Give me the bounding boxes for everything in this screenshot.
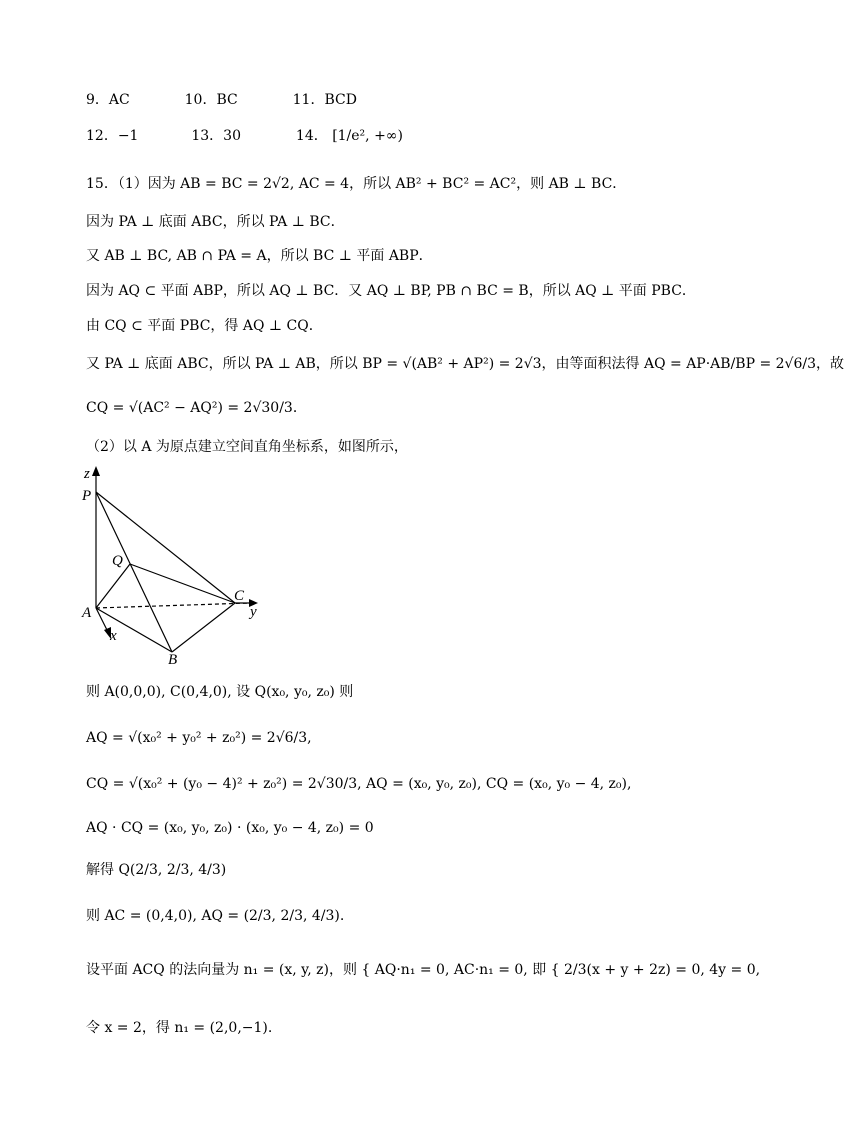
q15-line-5: 由 CQ ⊂ 平面 PBC，得 AQ ⊥ CQ． [86, 318, 323, 334]
label-C: C [234, 588, 245, 604]
label-z: z [84, 466, 90, 482]
q15-line-1: 15．（1）因为 AB = BC = 2√2, AC = 4，所以 AB² + BC² = AC²，则 AB ⊥ BC． [86, 176, 627, 192]
coordinate-figure [80, 460, 280, 670]
edge-PC [96, 492, 235, 603]
edge-AQ [96, 564, 130, 608]
answer-12: 12．−1 [86, 128, 139, 144]
label-P: P [82, 488, 92, 504]
label-Q: Q [112, 553, 123, 569]
q15-part2-line-6: 则 AC = (0,4,0), AQ = (2/3, 2/3, 4/3). [86, 908, 345, 924]
q15-line-6: 又 PA ⊥ 底面 ABC，所以 PA ⊥ AB，所以 BP = √(AB² + AP²) = 2√3，由等面积法得 AQ = AP·AB/BP = 2√6/3，故 [86, 356, 844, 372]
q15-part2-line-1: 则 A(0,0,0), C(0,4,0), 设 Q(x₀, y₀, z₀) 则 [86, 684, 354, 700]
q15-part2-line-2: AQ = √(x₀² + y₀² + z₀²) = 2√6/3, [86, 730, 312, 746]
label-x: x [110, 628, 117, 644]
label-A: A [82, 605, 92, 621]
edge-PB [96, 492, 172, 652]
answers-row-2 [86, 126, 403, 146]
q15-line-7: CQ = √(AC² − AQ²) = 2√30/3． [86, 400, 307, 416]
edge-BC [172, 603, 235, 652]
q15-part2-line-7: 设平面 ACQ 的法向量为 n₁ = (x, y, z)，则 { AQ·n₁ = 0, AC·n₁ = 0, 即 { 2/3(x + y + 2z) = 0, 4y = 0, [86, 962, 761, 978]
z-axis-arrow [92, 466, 100, 476]
q15-line-3: 又 AB ⊥ BC, AB ∩ PA = A，所以 BC ⊥ 平面 ABP． [86, 248, 433, 264]
answer-10: 10．BC [184, 92, 238, 108]
q15-part2-line-4: AQ · CQ = (x₀, y₀, z₀) · (x₀, y₀ − 4, z₀) = 0 [86, 820, 374, 836]
q15-part2-line-5: 解得 Q(2/3, 2/3, 4/3) [86, 862, 227, 878]
y-axis-hidden [96, 603, 250, 608]
label-B: B [168, 652, 178, 668]
label-y: y [250, 604, 257, 620]
q15-part2-line-8: 令 x = 2，得 n₁ = (2,0,−1). [86, 1020, 273, 1036]
q15-part2-intro: （2）以 A 为原点建立空间直角坐标系，如图所示， [86, 439, 408, 455]
answer-11: 11．BCD [292, 92, 357, 108]
q15-line-2: 因为 PA ⊥ 底面 ABC，所以 PA ⊥ BC． [86, 214, 345, 230]
q15-line-4: 因为 AQ ⊂ 平面 ABP，所以 AQ ⊥ BC．又 AQ ⊥ BP, PB ∩ BC = B，所以 AQ ⊥ 平面 PBC． [86, 283, 696, 299]
q15-part2-line-3: CQ = √(x₀² + (y₀ − 4)² + z₀²) = 2√30/3, AQ = (x₀, y₀, z₀), CQ = (x₀, y₀ − 4, z₀), [86, 776, 632, 792]
answer-14: 14． [295, 128, 328, 144]
answers-row-1 [86, 90, 357, 110]
answer-13: 13．30 [191, 128, 241, 144]
answer-9: 9．AC [86, 92, 130, 108]
answer-14-interval: [1/e², +∞) [332, 128, 403, 144]
